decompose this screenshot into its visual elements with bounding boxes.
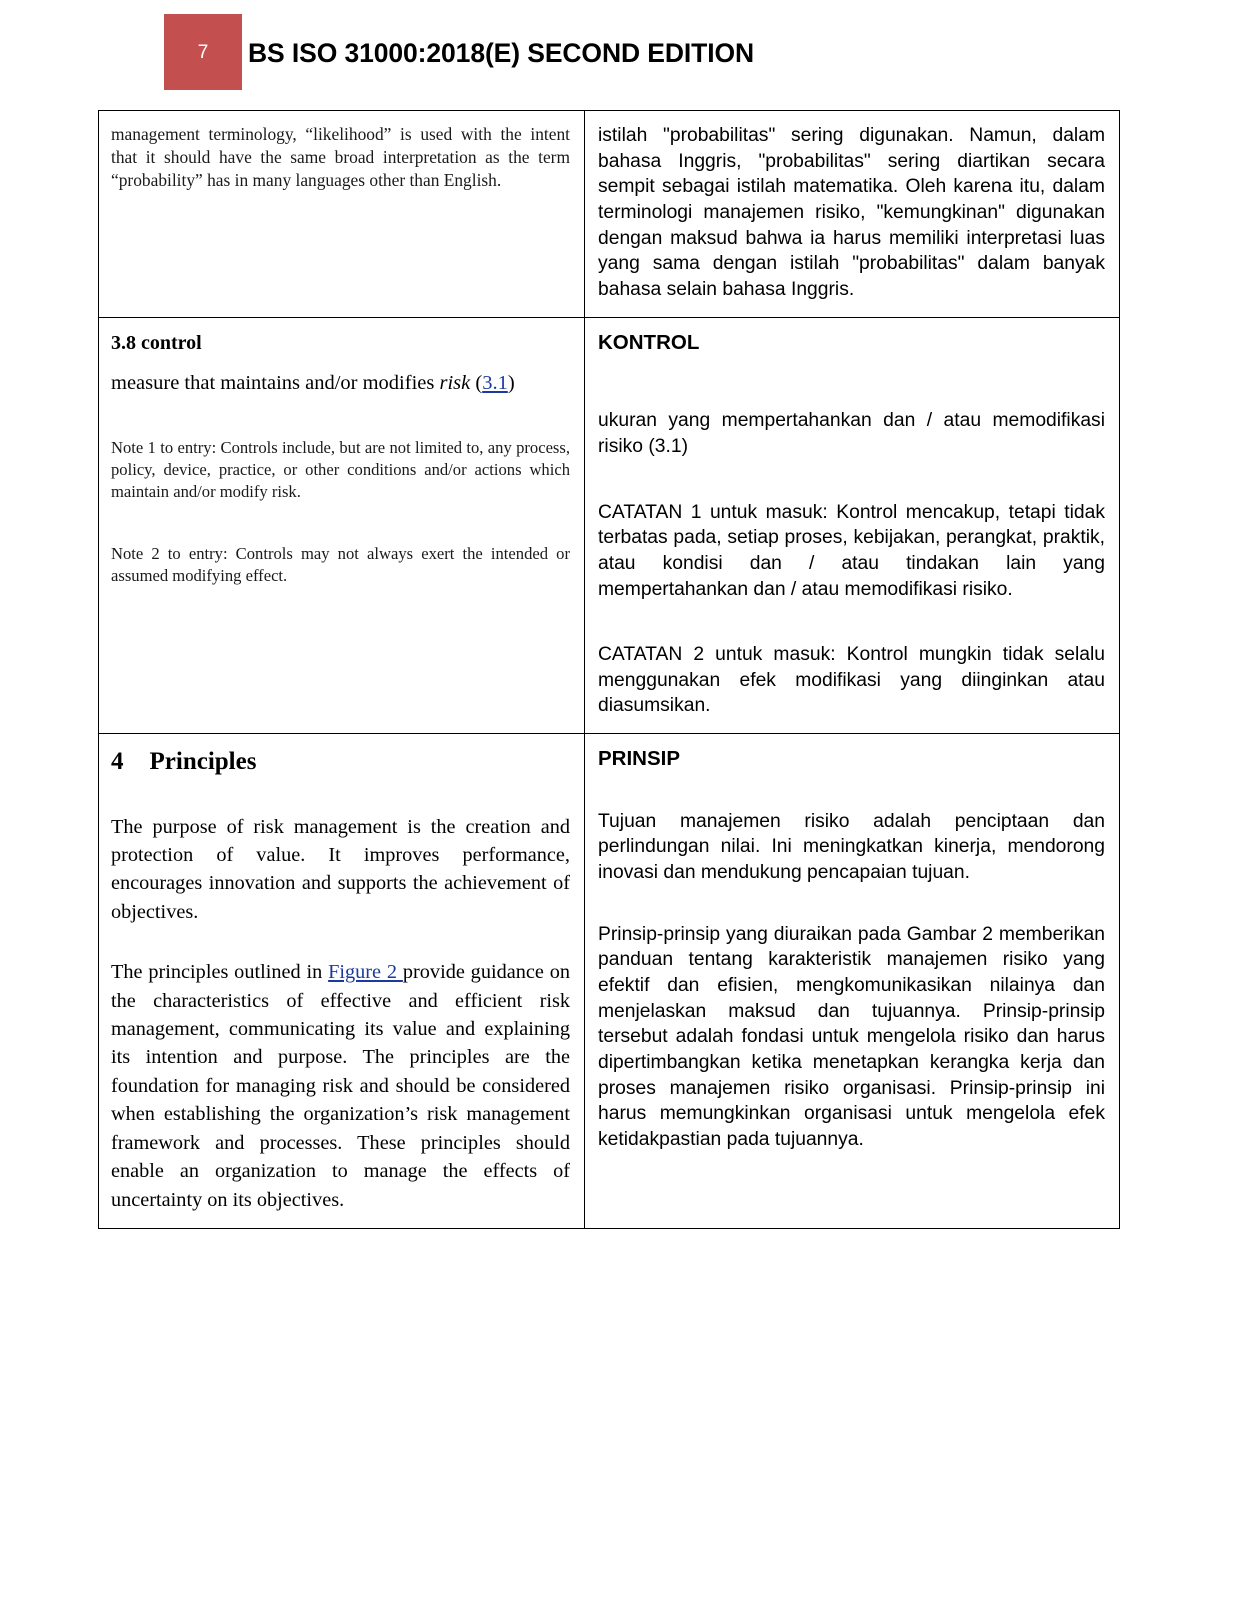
link-figure-2[interactable]: Figure 2: [328, 961, 403, 984]
spacer: [111, 192, 570, 244]
paragraph-likelihood-id: istilah "probabilitas" sering digunakan. Namun, dalam bahasa Inggris, "probabilitas" sering diartikan secara sempit sebagai istilah matematika. Oleh karena itu, dalam terminologi manajemen risiko, "kemungkinan" digunakan dengan maksud bahwa ia harus memiliki interpretasi luas yang sama dengan istilah "probabilitas" dalam banyak bahasa selain bahasa Inggris.: [598, 125, 1105, 300]
spacer: [111, 356, 570, 370]
page-number: 7: [197, 41, 209, 63]
document-title: BS ISO 31000:2018(E) SECOND EDITION: [248, 38, 755, 68]
spacer: [111, 926, 570, 958]
link-clause-3-1[interactable]: 3.1: [482, 371, 508, 394]
table-cell-english: [99, 734, 585, 1229]
clause-heading-principles: [111, 746, 570, 779]
definition-kontrol: ukuran yang mempertahankan dan / atau memodifikasi risiko (3.1): [598, 410, 1105, 457]
note-2-en: Note 2 to entry: Controls may not always exert the intended or assumed modifying effect.: [111, 543, 570, 585]
spacer: [598, 602, 1105, 642]
paragraph-likelihood-en: management terminology, “likelihood” is used with the intent that it should have the same broad interpretation as the term “probability” has in many languages other than English.: [111, 124, 570, 190]
table-row: [99, 734, 1120, 1229]
clause-heading-prinsip: PRINSIP: [598, 747, 681, 771]
table-cell-indonesian: [585, 317, 1120, 734]
definition-text: measure that maintains and/or modifies: [111, 371, 440, 394]
page-number-badge: [164, 14, 242, 90]
principles-paragraph-2-en: [111, 958, 570, 1214]
table-cell-english: [99, 111, 585, 318]
spacer: [111, 397, 570, 437]
paragraph-text-post: provide guidance on the characteristics of effective and efficient risk management, communicating its value and explaining its intention and purpose. The principles are the foundation for managing risk and should be considered when establishing the organization’s risk management framework and processes. These principles should enable an organization to manage the effects of uncertainty on its objectives.: [111, 961, 571, 1211]
spacer: [111, 503, 570, 543]
table-cell-english: [99, 317, 585, 734]
bilingual-standard-table: [98, 110, 1120, 1229]
page-header: [0, 0, 1237, 100]
spacer: [598, 356, 1105, 408]
definition-control: [111, 370, 570, 397]
spacer: [111, 244, 570, 272]
spacer: [111, 779, 570, 813]
note-2-id: CATATAN 2 untuk masuk: Kontrol mungkin tidak selalu menggunakan efek modifikasi yang diinginkan atau diasumsikan.: [598, 644, 1105, 717]
spacer: [598, 460, 1105, 500]
spacer: [598, 773, 1105, 809]
principles-paragraph-1-id: Tujuan manajemen risiko adalah penciptaan dan perlindungan nilai. Ini meningkatkan kinerja, mendorong inovasi dan mendukung pencapaian tujuan.: [598, 810, 1105, 884]
note-1-id: CATATAN 1 untuk masuk: Kontrol mencakup, tetapi tidak terbatas pada, setiap proses, kebijakan, perangkat, praktik, atau kondisi dan / atau tindakan lain yang mempertahankan dan / atau memodifikasi risiko.: [598, 501, 1105, 600]
term-heading-kontrol: KONTROL: [598, 330, 700, 354]
paragraph-text-pre: The principles outlined in: [111, 961, 329, 984]
clause-number: 4: [111, 748, 124, 776]
paren-open: (: [470, 371, 483, 394]
spacer: [111, 587, 570, 707]
table-cell-indonesian: [585, 734, 1120, 1229]
term-heading-control: 3.8 control: [111, 331, 202, 354]
table-row: [99, 111, 1120, 318]
paren-close: ): [507, 371, 515, 394]
clause-title: Principles: [149, 748, 257, 776]
table-cell-indonesian: [585, 111, 1120, 318]
principles-paragraph-2-id: Prinsip-prinsip yang diuraikan pada Gambar 2 memberikan panduan tentang karakteristik manajemen risiko yang efektif dan efisien, mengkomunikasikan nilainya dan menjelaskan maksud dan tujuannya. Prinsip-prinsip tersebut adalah fondasi untuk mengelola risiko dan harus dipertimbangkan ketika menetapkan kerangka kerja dan proses manajemen risiko organisasi. Prinsip-prinsip ini harus memungkinkan organisasi untuk mengelola efek ketidakpastian pada tujuannya.: [598, 923, 1105, 1150]
note-1-en: Note 1 to entry: Controls include, but are not limited to, any process, policy, device, practice, or other conditions and/or actions which maintain and/or modify risk.: [111, 437, 570, 501]
table-row: [99, 317, 1120, 734]
principles-paragraph-1-en: The purpose of risk management is the creation and protection of value. It improves performance, encourages innovation and supports the achievement of objectives.: [111, 815, 570, 923]
spacer: [598, 886, 1105, 922]
definition-term-risk: risk: [439, 371, 471, 394]
